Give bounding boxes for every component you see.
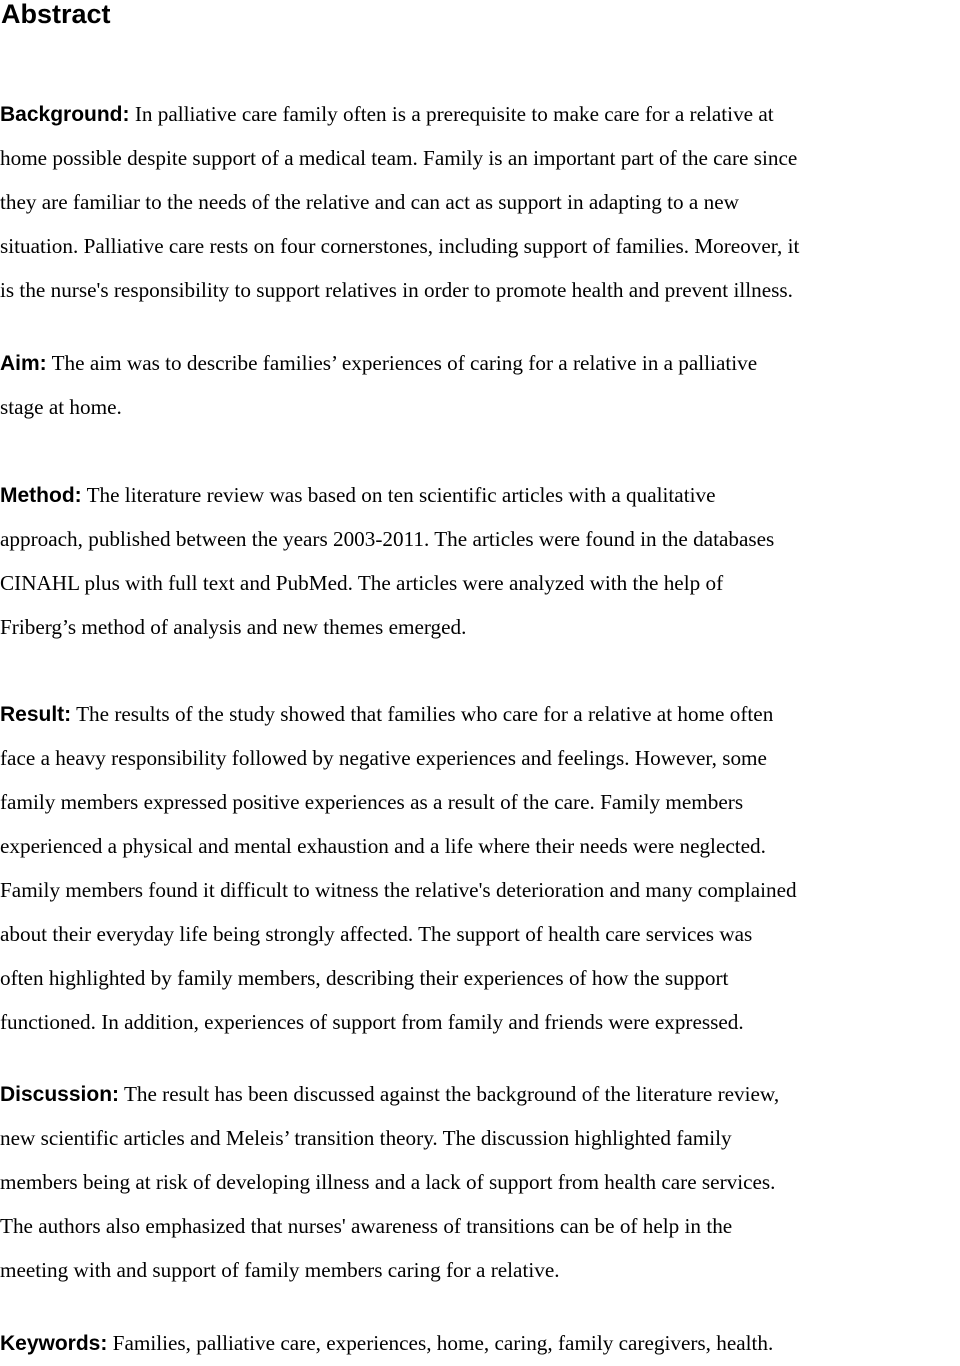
result-line (0, 780, 960, 824)
discussion-text: The result has been discussed against the background of the literature review, (119, 1082, 780, 1106)
background-line (0, 180, 960, 224)
method-line (0, 473, 960, 517)
result-line (0, 868, 960, 912)
result-text: about their everyday life being strongly affected. The support of health care services was (0, 922, 753, 946)
result-text: The results of the study showed that families who care for a relative at home often (71, 702, 774, 726)
background-text: home possible despite support of a medical team. Family is an important part of the care since (0, 146, 798, 170)
method-line (0, 517, 960, 561)
result-line (0, 1000, 960, 1044)
method-line (0, 605, 960, 649)
keywords-text: Families, palliative care, experiences, home, caring, family caregivers, health. (107, 1331, 774, 1355)
result-text: family members expressed positive experiences as a result of the care. Family members (0, 790, 744, 814)
aim-section (0, 341, 960, 429)
result-line (0, 956, 960, 1000)
background-text: In palliative care family often is a prerequisite to make care for a relative at (129, 102, 774, 126)
background-text: situation. Palliative care rests on four cornerstones, including support of families. Moreover, it (0, 234, 800, 258)
background-line (0, 92, 960, 136)
background-section (0, 92, 960, 312)
result-text: experienced a physical and mental exhaustion and a life where their needs were neglected. (0, 834, 766, 858)
method-section (0, 473, 960, 649)
abstract-heading: Abstract (1, 0, 111, 29)
result-text: Family members found it difficult to witness the relative's deterioration and many complained (0, 878, 797, 902)
keywords-section (0, 1321, 960, 1365)
method-text: Friberg’s method of analysis and new themes emerged. (0, 615, 467, 639)
discussion-label: Discussion: (0, 1083, 120, 1106)
aim-label: Aim: (0, 352, 47, 375)
result-line (0, 912, 960, 956)
method-line (0, 561, 960, 605)
result-line (0, 736, 960, 780)
background-label: Background: (0, 103, 130, 126)
method-label: Method: (0, 484, 82, 507)
method-text: The literature review was based on ten scientific articles with a qualitative (81, 483, 716, 507)
discussion-line (0, 1072, 960, 1116)
keywords-line (0, 1321, 960, 1365)
discussion-text: new scientific articles and Meleis’ transition theory. The discussion highlighted family (0, 1126, 732, 1150)
result-text: functioned. In addition, experiences of support from family and friends were expressed. (0, 1010, 744, 1034)
background-line (0, 136, 960, 180)
result-line (0, 692, 960, 736)
background-text: is the nurse's responsibility to support relatives in order to promote health and prevent illness. (0, 278, 793, 302)
background-line (0, 268, 960, 312)
discussion-line (0, 1204, 960, 1248)
discussion-text: meeting with and support of family members caring for a relative. (0, 1258, 560, 1282)
discussion-line (0, 1248, 960, 1292)
result-section (0, 692, 960, 1044)
aim-line (0, 385, 960, 429)
discussion-section (0, 1072, 960, 1292)
result-text: face a heavy responsibility followed by negative experiences and feelings. However, some (0, 746, 767, 770)
aim-text: The aim was to describe families’ experiences of caring for a relative in a palliative (46, 351, 758, 375)
background-text: they are familiar to the needs of the relative and can act as support in adapting to a new (0, 190, 739, 214)
result-line (0, 824, 960, 868)
discussion-text: The authors also emphasized that nurses' awareness of transitions can be of help in the (0, 1214, 733, 1238)
result-text: often highlighted by family members, describing their experiences of how the support (0, 966, 729, 990)
keywords-label: Keywords: (0, 1332, 108, 1355)
result-label: Result: (0, 703, 72, 726)
discussion-text: members being at risk of developing illness and a lack of support from health care services. (0, 1170, 776, 1194)
background-line (0, 224, 960, 268)
method-text: approach, published between the years 2003-2011. The articles were found in the databases (0, 527, 775, 551)
aim-text: stage at home. (0, 395, 122, 419)
method-text: CINAHL plus with full text and PubMed. The articles were analyzed with the help of (0, 571, 724, 595)
discussion-line (0, 1116, 960, 1160)
discussion-line (0, 1160, 960, 1204)
aim-line (0, 341, 960, 385)
